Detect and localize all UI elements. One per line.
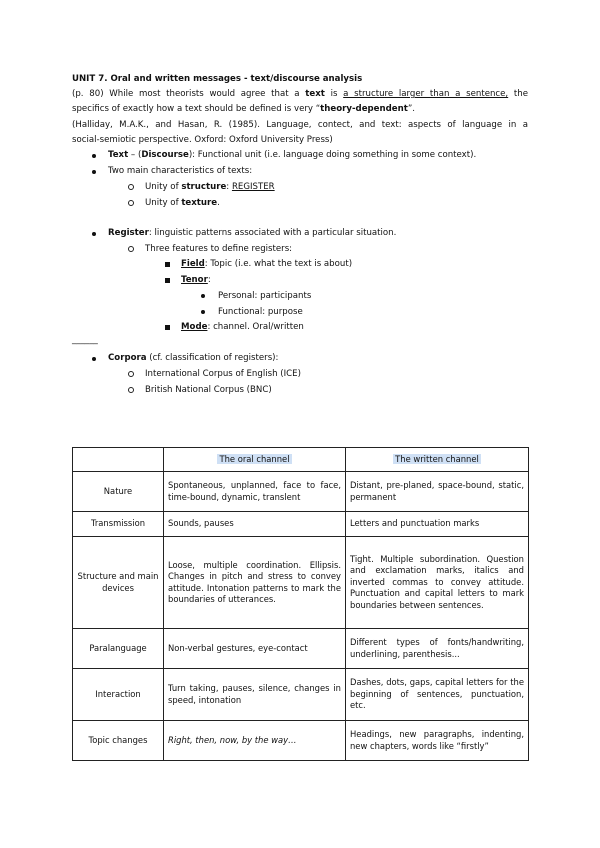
table-row [73,512,529,537]
table-row [73,537,529,629]
bullet-circle-icon [128,387,134,393]
oral-cell: Spontaneous, unplanned, face to face, time-bound, dynamic, translent [164,472,346,512]
text-definition: Text – (Discourse): Functional unit (i.e. language doing something in some context). [108,150,477,160]
intro-citation-line-2: social-semiotic perspective. Oxford: Oxford University Press) [72,135,333,145]
table-row [73,721,529,761]
characteristics-label: Two main characteristics of texts: [108,166,253,176]
corpus-ice: International Corpus of English (ICE) [145,369,301,379]
table-header-written: The written channel [346,448,529,472]
bullet-square-icon [165,278,170,283]
register-tenor: Tenor: [181,275,211,285]
bullet-circle-icon [128,184,134,190]
row-label: Nature [73,472,164,512]
corpus-bnc: British National Corpus (BNC) [145,385,272,395]
table-header-empty [73,448,164,472]
channel-comparison-table [72,447,529,761]
written-cell: Dashes, dots, gaps, capital letters for the beginning of sentences, punctuation, etc. [346,669,529,721]
register-definition: Register: linguistic patterns associated with a particular situation. [108,228,397,238]
register-mode: Mode: channel. Oral/written [181,322,304,332]
oral-cell: Non-verbal gestures, eye-contact [164,629,346,669]
oral-cell: Loose, multiple coordination. Ellipsis. Changes in pitch and stress to convey attitude. Intonation patterns to mark the boundaries of utterances. [164,537,346,629]
bullet-circle-icon [128,371,134,377]
separator-line: ______ [72,335,98,345]
bullet-dot-icon [201,310,205,314]
intro-line-1: (p. 80) While most theorists would agree that a text is a structure larger than a sentence, the [72,89,528,99]
bullet-dot-icon [92,170,96,174]
table-header-oral: The oral channel [164,448,346,472]
bullet-square-icon [165,262,170,267]
table-row [73,472,529,512]
oral-cell: Sounds, pauses [164,512,346,537]
register-field: Field: Topic (i.e. what the text is about) [181,259,353,269]
tenor-functional: Functional: purpose [218,307,303,317]
bullet-dot-icon [201,294,205,298]
intro-line-2: specifics of exactly how a text should be defined is very “theory-dependent”. [72,104,416,114]
written-cell: Headings, new paragraphs, indenting, new chapters, words like “firstly” [346,721,529,761]
row-label: Topic changes [73,721,164,761]
corpora-heading: Corpora (cf. classification of registers): [108,353,279,363]
oral-cell: Right, then, now, by the way… [164,721,346,761]
oral-cell: Turn taking, pauses, silence, changes in speed, intonation [164,669,346,721]
bullet-dot-icon [92,357,96,361]
table-row [73,629,529,669]
row-label: Transmission [73,512,164,537]
written-cell: Tight. Multiple subordination. Question and exclamation marks, italics and inverted commas to convey attitude. Punctuation and capital letters to mark boundaries between sentences. [346,537,529,629]
written-cell: Letters and punctuation marks [346,512,529,537]
characteristic-texture: Unity of texture. [145,198,220,208]
bullet-circle-icon [128,200,134,206]
tenor-personal: Personal: participants [218,291,312,301]
row-label: Paralanguage [73,629,164,669]
page-title: UNIT 7. Oral and written messages - text/discourse analysis [72,74,363,84]
intro-citation-line-1: (Halliday, M.A.K., and Hasan, R. (1985). Language, contect, and text: aspects of language in a [72,120,528,130]
row-label: Structure and main devices [73,537,164,629]
written-cell: Different types of fonts/handwriting, underlining, parenthesis... [346,629,529,669]
bullet-dot-icon [92,154,96,158]
characteristic-structure: Unity of structure: REGISTER [145,182,275,192]
bullet-circle-icon [128,246,134,252]
row-label: Interaction [73,669,164,721]
register-features-label: Three features to define registers: [145,244,293,254]
bullet-dot-icon [92,232,96,236]
bullet-square-icon [165,325,170,330]
table-row [73,669,529,721]
written-cell: Distant, pre-planed, space-bound, static, permanent [346,472,529,512]
table-header-row [73,448,529,472]
